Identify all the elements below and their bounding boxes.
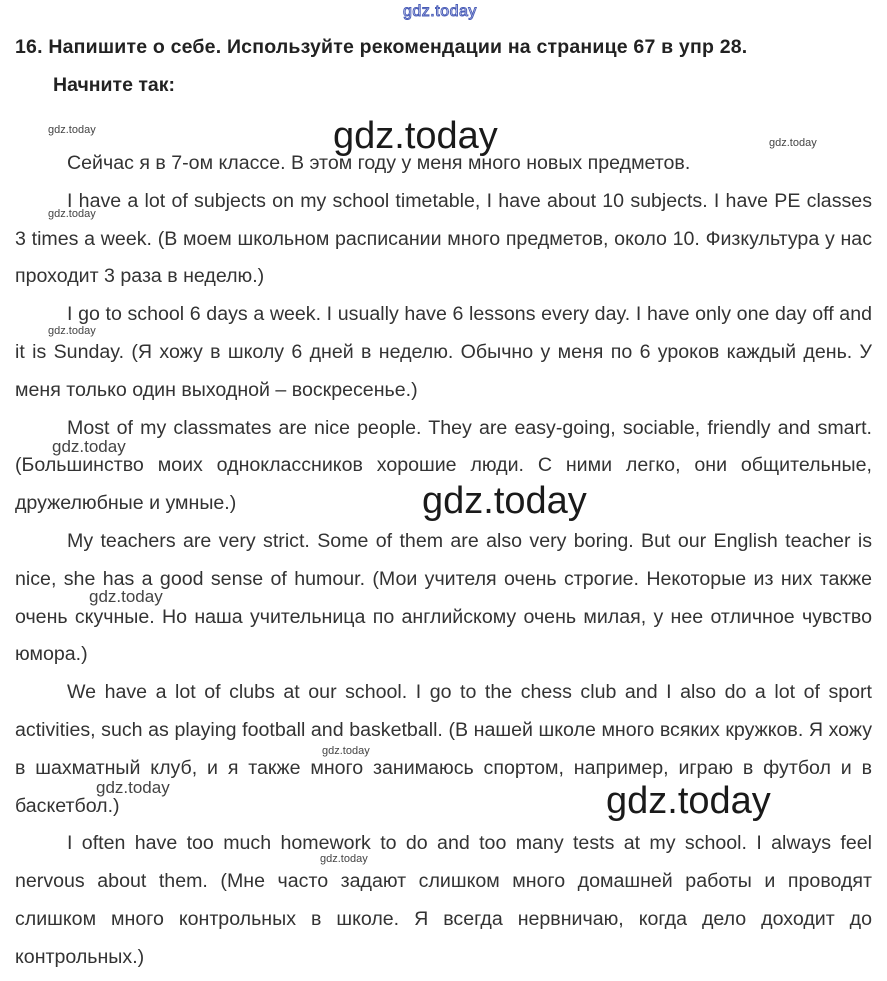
paragraph-4: Most of my classmates are nice people. They are easy-going, sociable, friendly and smart. (Большинство моих одноклассников хорошие люди. С ними легко, они общительные, дружелюбные и умные.) [15, 416, 872, 515]
essay-body [15, 145, 872, 977]
watermark-top: gdz.today [403, 3, 477, 20]
watermark: gdz.today [48, 208, 96, 220]
watermark: gdz.today [320, 853, 368, 865]
paragraph-5: My teachers are very strict. Some of them are also very boring. But our English teacher is nice, she has a good sense of humour. (Мои учителя очень строгие. Некоторые из них также очень скучные. Но наша учительница по английскому очень милая, у нее отличное чувство юмора.) [15, 529, 872, 666]
watermark: gdz.today [96, 778, 170, 797]
paragraph-1: Сейчас я в 7-ом классе. В этом году у меня много новых предметов. [67, 152, 691, 174]
paragraph-2: I have a lot of subjects on my school timetable, I have about 10 subjects. I have PE classes 3 times a week. (В моем школьном расписании много предметов, около 10. Физкультура у нас проходит 3 раза в неделю.) [15, 189, 872, 288]
paragraph-3: I go to school 6 days a week. I usually have 6 lessons every day. I have only one day off and it is Sunday. (Я хожу в школу 6 дней в неделю. Обычно у меня по 6 уроков каждый день. У меня только один выходной – воскресенье.) [15, 303, 872, 401]
watermark: gdz.today [48, 325, 96, 337]
watermark: gdz.today [606, 780, 771, 822]
watermark: gdz.today [89, 587, 163, 606]
watermark: gdz.today [48, 124, 96, 136]
watermark: gdz.today [322, 745, 370, 757]
watermark: gdz.today [422, 480, 587, 522]
exercise-subheading: Начните так: [53, 74, 175, 96]
exercise-heading: 16. Напишите о себе. Используйте рекомендации на странице 67 в упр 28. [15, 36, 748, 58]
paragraph-7: I often have too much homework to do and too many tests at my school. I always feel nervous about them. (Мне часто задают слишком много домашней работы и проводят слишком много контрольных в школе. Я всегда нервничаю, когда дело доходит до контрольных.) [15, 832, 872, 968]
watermark: gdz.today [769, 137, 817, 149]
watermark: gdz.today [333, 115, 498, 157]
watermark: gdz.today [52, 437, 126, 456]
paragraph-6: We have a lot of clubs at our school. I go to the chess club and I also do a lot of sport activities, such as playing football and basketball. (В нашей школе много всяких кружков. Я хожу в шахматный клуб, и я также много занимаюсь спортом, например, играю в футбол и в баскетбол.) [15, 681, 872, 817]
